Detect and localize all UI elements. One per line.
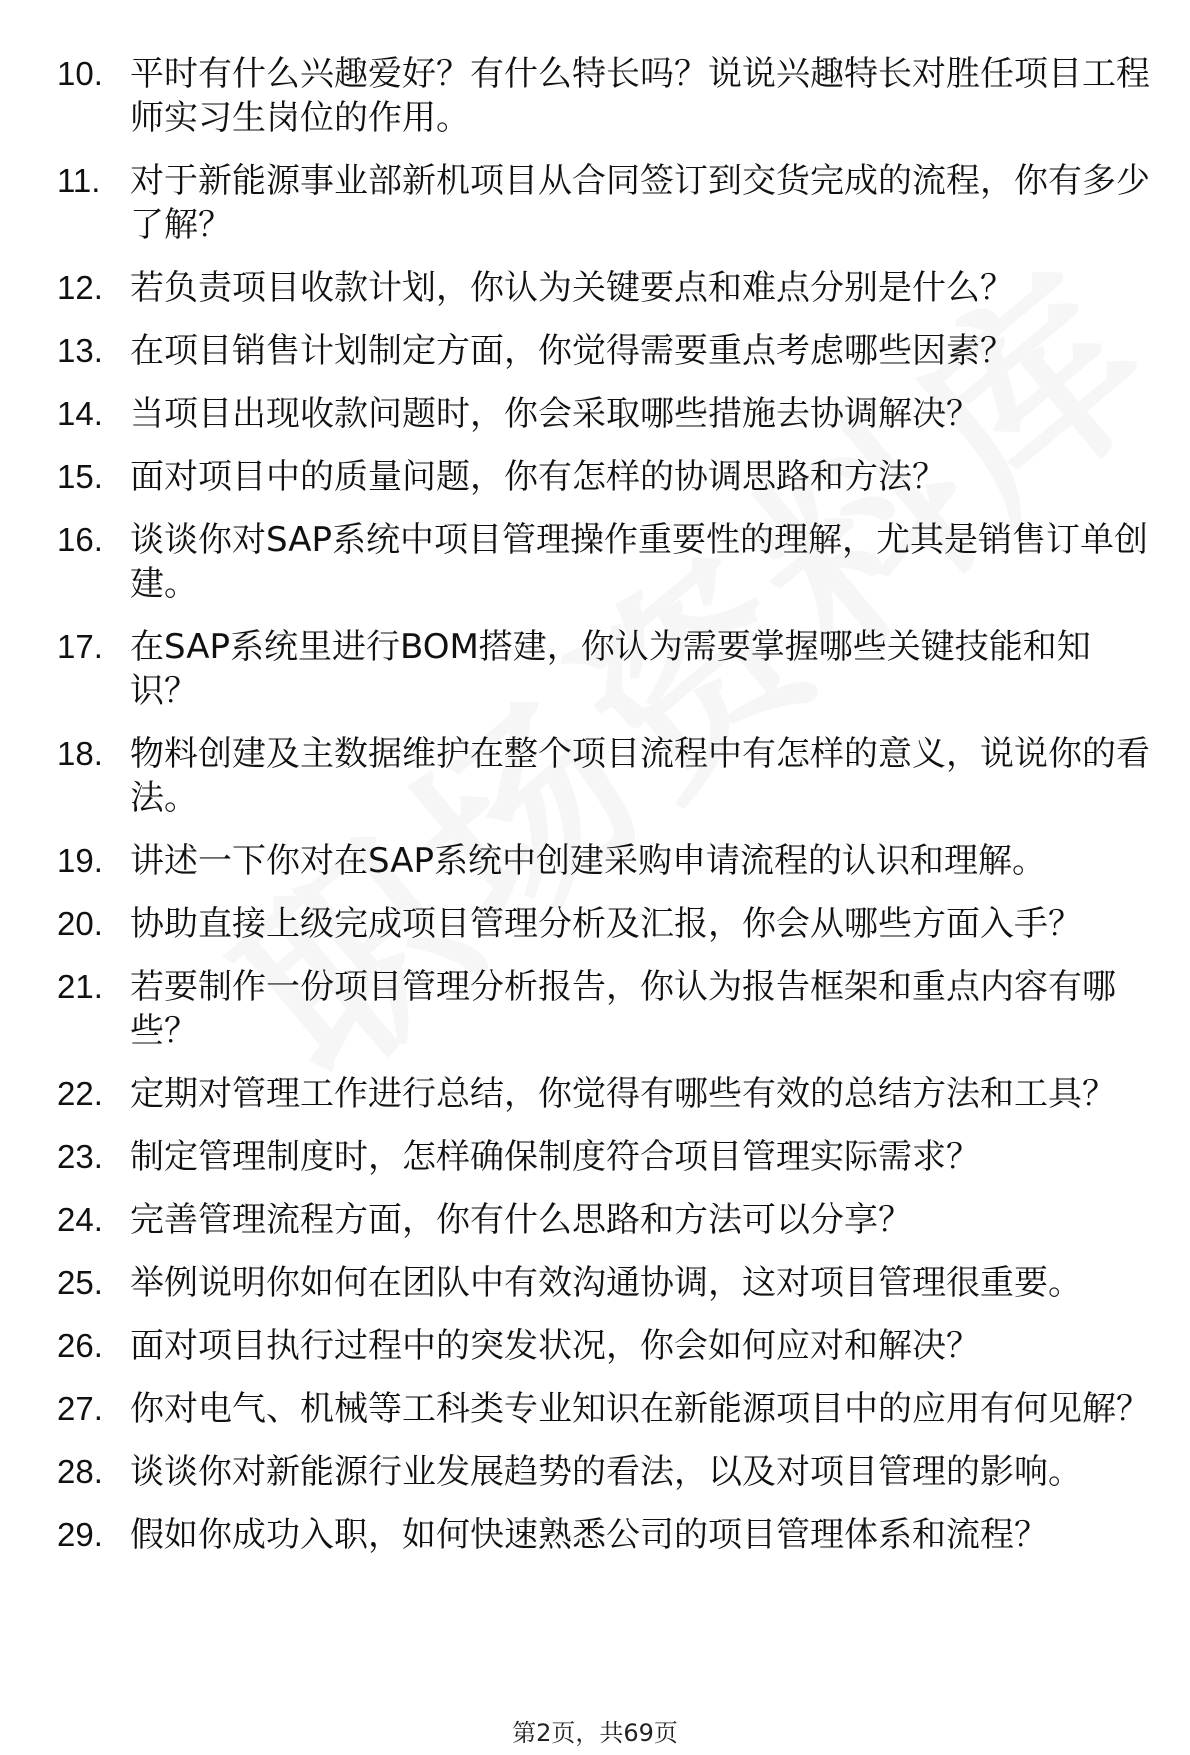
question-item	[57, 1072, 1157, 1116]
question-text: 在项目销售计划制定方面，你觉得需要重点考虑哪些因素？	[130, 331, 1014, 371]
question-text: 对于新能源事业部新机项目从合同签订到交货完成的流程，你有多少了解？	[130, 161, 1150, 245]
question-number: 11.	[57, 162, 101, 199]
question-item	[57, 1135, 1157, 1179]
question-number: 13.	[57, 332, 103, 369]
question-item	[57, 1261, 1157, 1305]
question-text: 你对电气、机械等工科类专业知识在新能源项目中的应用有何见解？	[130, 1389, 1150, 1429]
question-number: 14.	[57, 395, 103, 432]
question-text: 若要制作一份项目管理分析报告，你认为报告框架和重点内容有哪些？	[130, 967, 1116, 1051]
question-text: 定期对管理工作进行总结，你觉得有哪些有效的总结方法和工具？	[130, 1074, 1116, 1114]
question-item	[57, 902, 1157, 946]
question-item	[57, 1198, 1157, 1242]
question-item	[57, 392, 1157, 436]
question-number: 18.	[57, 735, 103, 772]
question-text: 物料创建及主数据维护在整个项目流程中有怎样的意义，说说你的看法。	[130, 734, 1150, 818]
question-number: 29.	[57, 1516, 103, 1553]
question-number: 21.	[57, 968, 103, 1005]
question-item	[57, 159, 1157, 247]
question-number: 25.	[57, 1264, 103, 1301]
question-number: 20.	[57, 905, 103, 942]
question-text: 当项目出现收款问题时，你会采取哪些措施去协调解决？	[130, 394, 980, 434]
question-item	[57, 518, 1157, 606]
question-text: 平时有什么兴趣爱好？有什么特长吗？说说兴趣特长对胜任项目工程师实习生岗位的作用。	[130, 54, 1150, 138]
question-text: 面对项目中的质量问题，你有怎样的协调思路和方法？	[130, 457, 946, 497]
question-number: 24.	[57, 1201, 103, 1238]
question-number: 17.	[57, 628, 103, 665]
question-number: 19.	[57, 842, 103, 879]
question-text: 若负责项目收款计划，你认为关键要点和难点分别是什么？	[130, 268, 1014, 308]
question-item	[57, 1450, 1157, 1494]
question-item	[57, 1387, 1157, 1431]
question-item	[57, 839, 1157, 883]
question-item	[57, 1513, 1157, 1557]
question-item	[57, 329, 1157, 373]
question-text: 完善管理流程方面，你有什么思路和方法可以分享？	[130, 1200, 912, 1240]
page-footer	[0, 1718, 1190, 1748]
question-number: 26.	[57, 1327, 103, 1364]
question-number: 10.	[57, 55, 103, 92]
question-number: 27.	[57, 1390, 103, 1427]
question-item	[57, 732, 1157, 820]
question-number: 15.	[57, 458, 103, 495]
question-text: 在SAP系统里进行BOM搭建，你认为需要掌握哪些关键技能和知识？	[130, 627, 1091, 711]
question-text: 讲述一下你对在SAP系统中创建采购申请流程的认识和理解。	[130, 841, 1046, 881]
page-number-label: 第2页，共69页	[512, 1719, 678, 1747]
question-item	[57, 266, 1157, 310]
question-text: 谈谈你对新能源行业发展趋势的看法，以及对项目管理的影响。	[130, 1452, 1082, 1492]
question-list	[57, 52, 1157, 1576]
question-item	[57, 455, 1157, 499]
question-number: 12.	[57, 269, 103, 306]
question-item	[57, 1324, 1157, 1368]
question-text: 举例说明你如何在团队中有效沟通协调，这对项目管理很重要。	[130, 1263, 1082, 1303]
question-number: 16.	[57, 521, 103, 558]
question-text: 假如你成功入职，如何快速熟悉公司的项目管理体系和流程？	[130, 1515, 1048, 1555]
question-item	[57, 625, 1157, 713]
question-text: 协助直接上级完成项目管理分析及汇报，你会从哪些方面入手？	[130, 904, 1082, 944]
question-number: 22.	[57, 1075, 103, 1112]
question-number: 23.	[57, 1138, 103, 1175]
question-number: 28.	[57, 1453, 103, 1490]
question-item	[57, 965, 1157, 1053]
question-item	[57, 52, 1157, 140]
question-text: 制定管理制度时，怎样确保制度符合项目管理实际需求？	[130, 1137, 980, 1177]
question-text: 面对项目执行过程中的突发状况，你会如何应对和解决？	[130, 1326, 980, 1366]
question-text: 谈谈你对SAP系统中项目管理操作重要性的理解，尤其是销售订单创建。	[130, 520, 1148, 604]
